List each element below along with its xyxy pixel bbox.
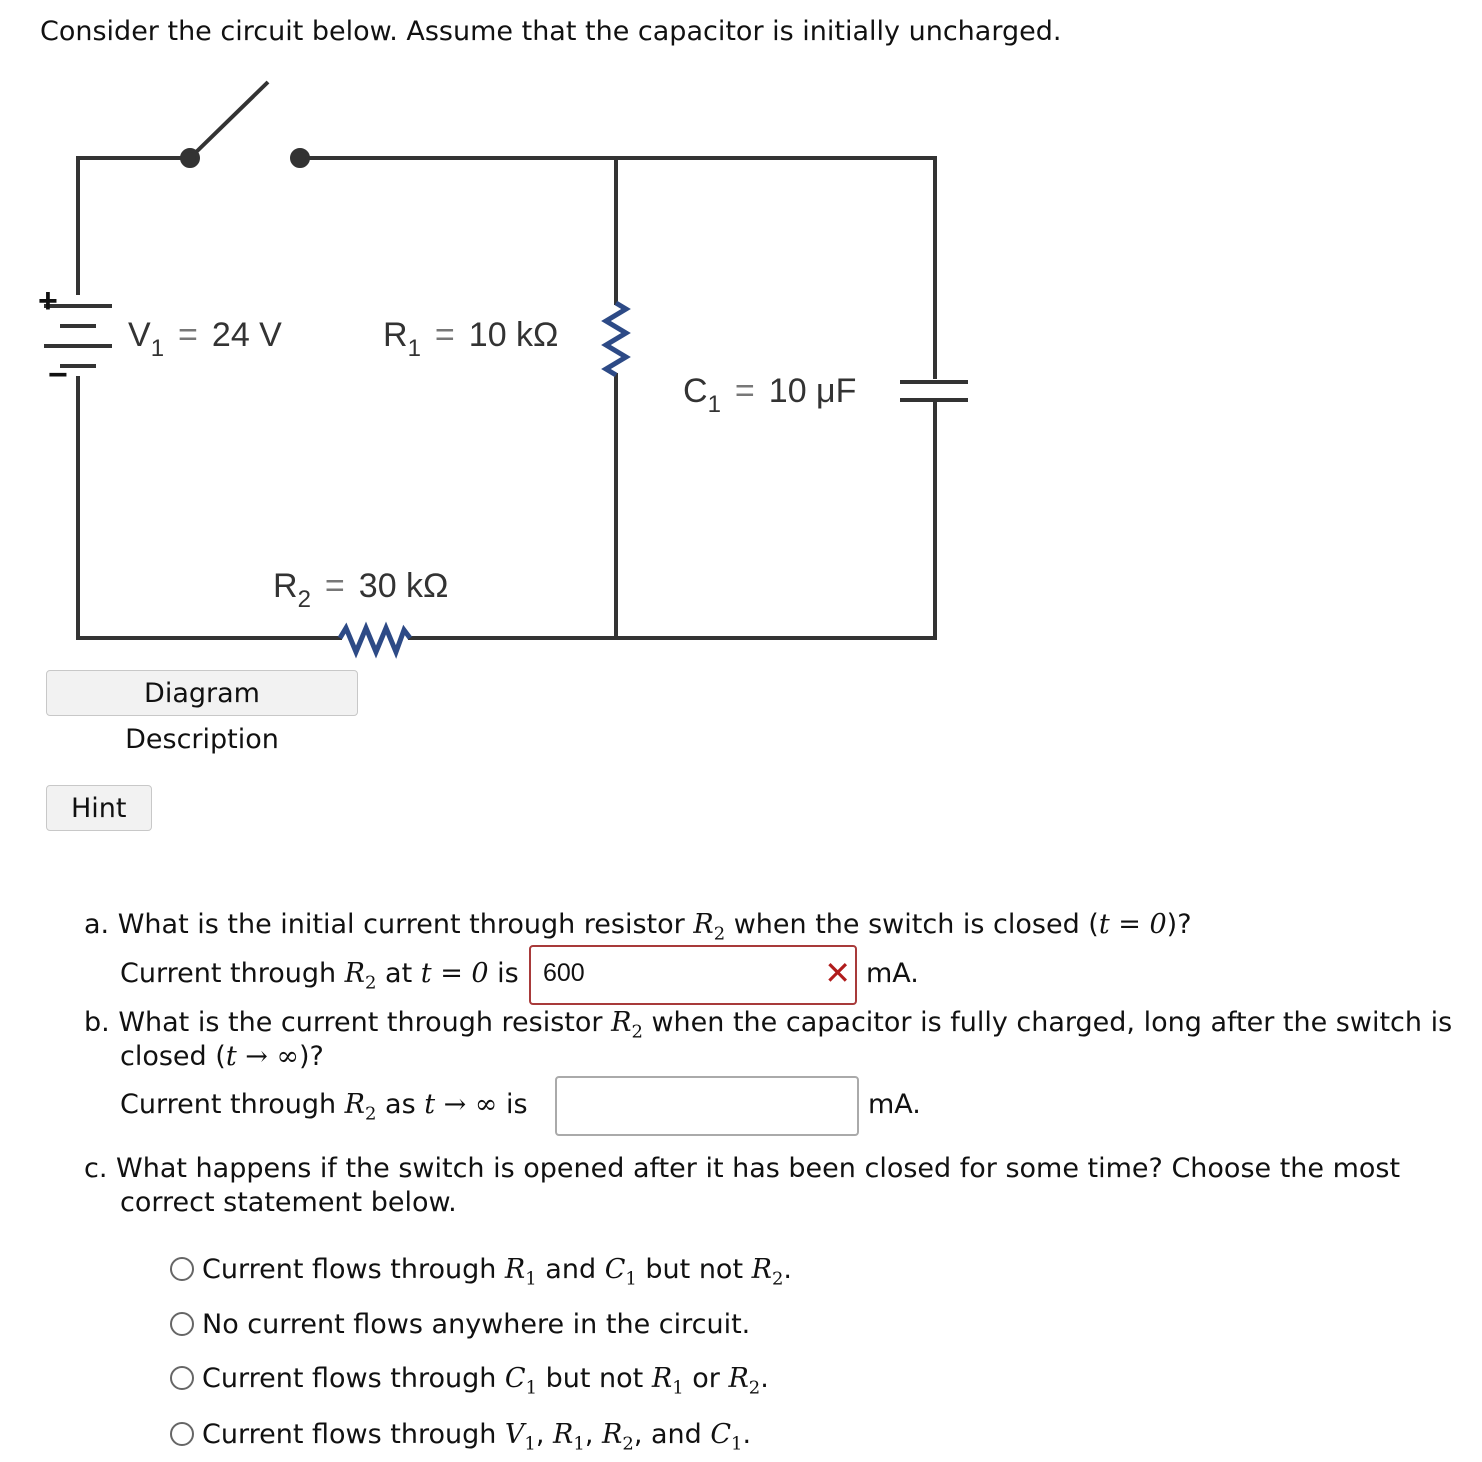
c1-label: $C_1 = 10$ μF xyxy=(683,372,857,418)
option-3[interactable]: Current flows through $C_1$ but not $R_1$ or $R_2$. xyxy=(170,1362,769,1405)
c1-capacitor xyxy=(900,382,968,400)
option-1[interactable]: Current flows through $R_1$ and $C_1$ but not $R_2$. xyxy=(170,1253,792,1296)
radio-option-2[interactable] xyxy=(170,1312,194,1336)
radio-option-4[interactable] xyxy=(170,1422,194,1446)
hint-button[interactable]: Hint xyxy=(46,785,152,831)
circuit-diagram xyxy=(0,0,1000,680)
switch xyxy=(182,82,308,166)
problem-intro: Consider the circuit below. Assume that the capacitor is initially uncharged. xyxy=(40,16,1062,47)
r2-resistor xyxy=(340,628,410,652)
question-c-line2: correct statement below. xyxy=(120,1187,457,1218)
math-r2: $R_2$ xyxy=(344,958,377,994)
question-c-prefix: c. xyxy=(84,1153,108,1184)
answer-b-unit: mA. xyxy=(868,1089,921,1120)
wire-bottom-right xyxy=(410,404,935,638)
answer-a-label: Current through $R_2$ at t = 0 is xyxy=(120,958,519,994)
r1-resistor xyxy=(606,303,626,375)
r1-label: $R_1 = 10$ kΩ xyxy=(383,316,559,362)
v1-label: $V_1 = 24$ V xyxy=(128,316,282,362)
math-t-zero: t = 0 xyxy=(1098,909,1167,940)
question-b-prefix: b. xyxy=(84,1007,110,1038)
question-a-text-2: when the switch is closed ( xyxy=(725,909,1099,940)
question-a-text-1: What is the initial current through resistor xyxy=(117,909,694,940)
wire-left-top xyxy=(78,158,190,293)
math-r2: $R_2$ xyxy=(344,1089,377,1125)
math-t-infinity: t → ∞ xyxy=(225,1041,299,1072)
radio-option-1[interactable] xyxy=(170,1257,194,1281)
switch-contact-left xyxy=(182,150,198,166)
math-r2: $R_2$ xyxy=(693,909,726,945)
switch-lever xyxy=(190,82,268,158)
battery-minus: − xyxy=(48,356,68,394)
battery-plus: + xyxy=(38,282,58,320)
answer-b-input[interactable] xyxy=(555,1076,859,1136)
r2-label: $R_2 = 30$ kΩ xyxy=(273,567,449,613)
option-2[interactable]: No current flows anywhere in the circuit. xyxy=(170,1308,750,1342)
radio-option-3[interactable] xyxy=(170,1366,194,1390)
question-b: b. What is the current through resistor $R_2$ when the capacitor is fully charged, long after the switch is xyxy=(84,1007,1453,1043)
question-c: c. What happens if the switch is opened after it has been closed for some time? Choose the most xyxy=(84,1153,1401,1184)
math-t-zero: t = 0 xyxy=(420,958,489,989)
option-4[interactable]: Current flows through $V_1$, $R_1$, $R_2$, and $C_1$. xyxy=(170,1418,751,1461)
question-a-prefix: a. xyxy=(84,909,110,940)
answer-a-input[interactable] xyxy=(529,945,857,1005)
switch-contact-right xyxy=(292,150,308,166)
incorrect-x-icon: ✕ xyxy=(824,955,851,991)
math-t-infinity: t → ∞ xyxy=(424,1089,498,1120)
math-r2: $R_2$ xyxy=(611,1007,643,1043)
answer-b-label: Current through $R_2$ as t → ∞ is xyxy=(120,1089,528,1125)
answer-a-unit: mA. xyxy=(866,958,919,989)
question-b-line2: closed (t → ∞)? xyxy=(120,1041,324,1072)
question-a-text-3: )? xyxy=(1166,909,1192,940)
answer-a-value: 600 xyxy=(543,959,585,987)
diagram-description-button[interactable]: Diagram Description xyxy=(46,670,358,716)
